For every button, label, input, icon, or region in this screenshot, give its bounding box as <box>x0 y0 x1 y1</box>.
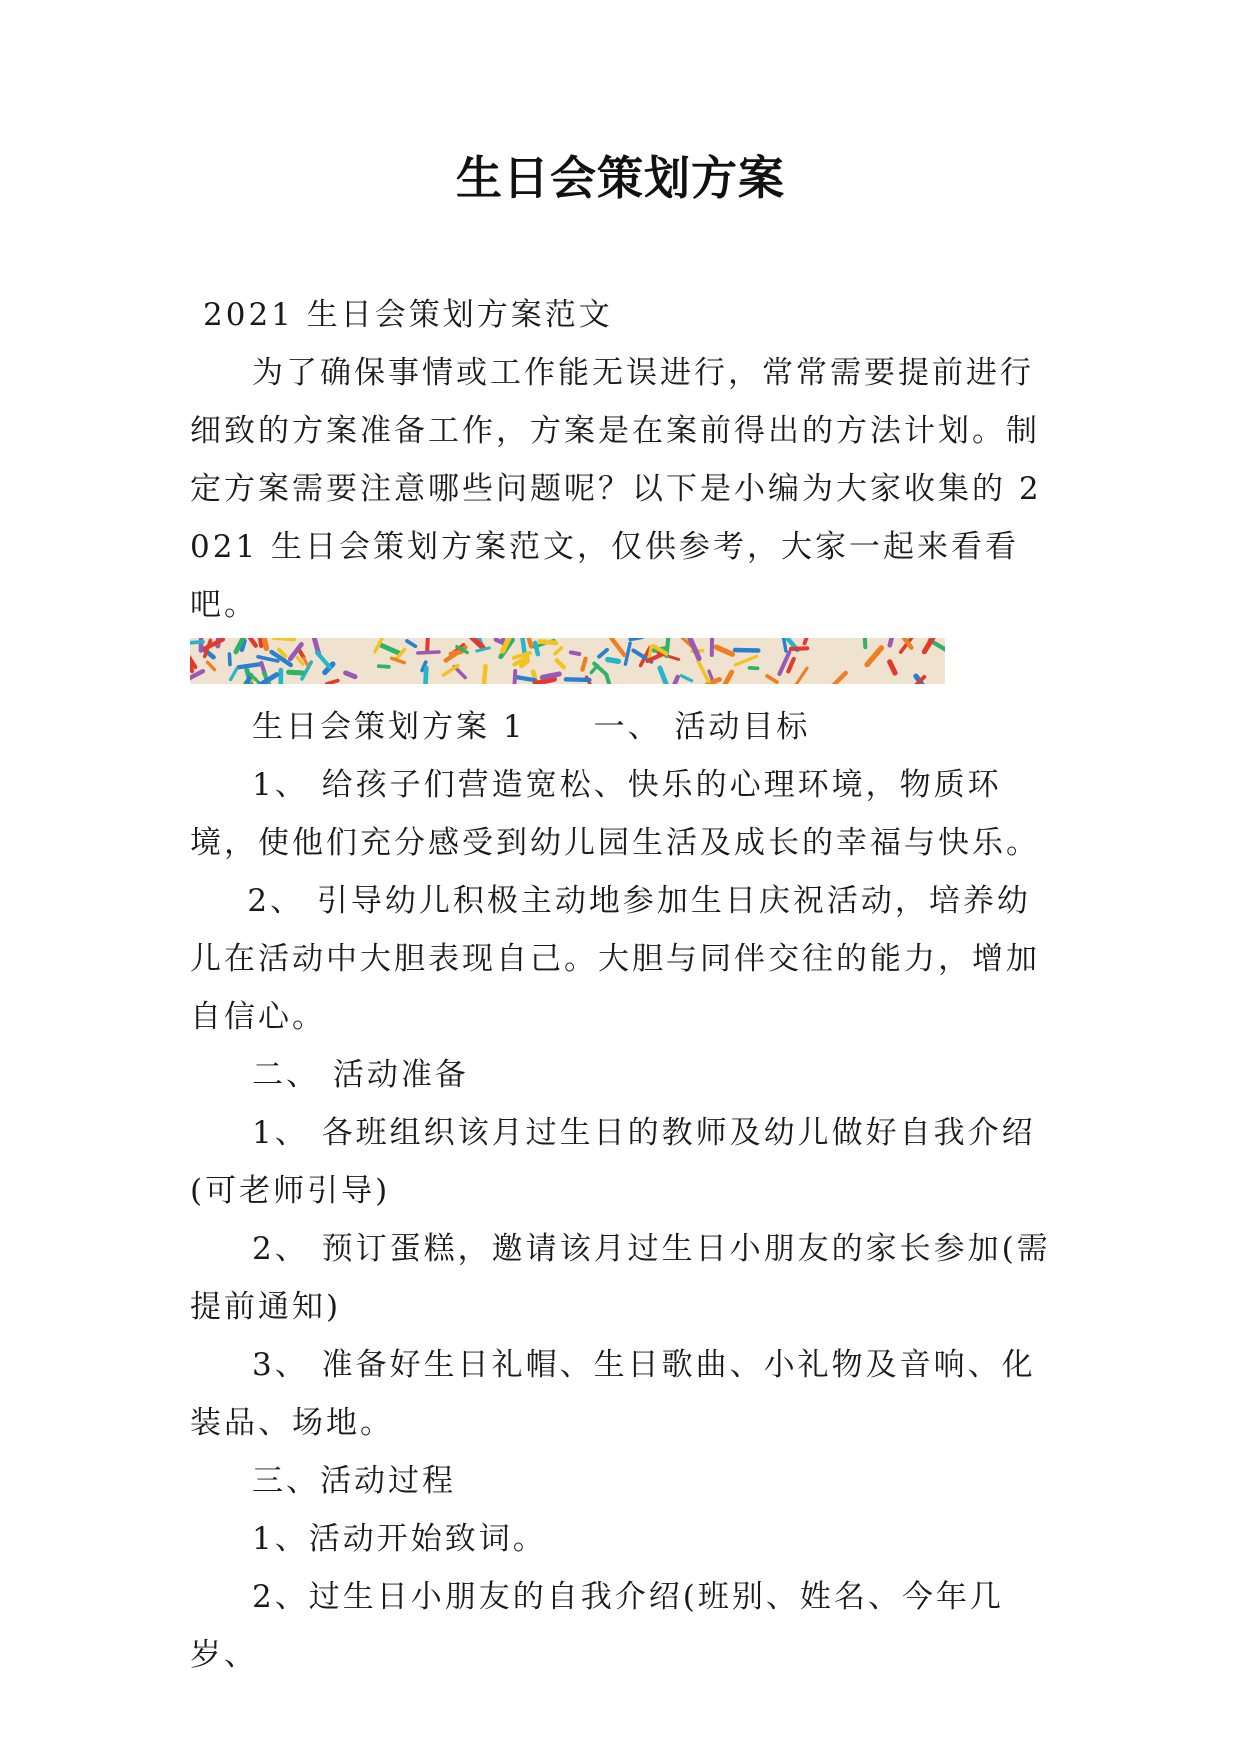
process-heading: 三、活动过程 <box>252 1463 456 1499</box>
sprinkle <box>426 668 427 683</box>
sprinkle <box>557 660 564 667</box>
goal-item-1: 1、 给孩子们营造宽松、快乐的心理环境，物质环境，使他们充分感受到幼儿园生活及成长的幸福与快乐。 <box>190 767 1040 861</box>
document-subtitle: 2021 生日会策划方案范文 <box>203 297 613 333</box>
sprinkle <box>583 659 586 670</box>
sprinkle <box>484 666 486 684</box>
sprinkle <box>231 669 237 680</box>
sprinkle <box>392 658 405 662</box>
sprinkle <box>865 638 866 647</box>
sprinkle <box>689 638 699 658</box>
sprinkle <box>611 638 624 655</box>
sprinkle <box>521 638 524 654</box>
sprinkle <box>660 668 668 684</box>
plan-heading: 生日会策划方案 1 一、 活动目标 <box>252 709 811 745</box>
sprinkle <box>407 641 415 646</box>
sprinkle <box>535 679 554 683</box>
sprinkle <box>229 654 230 665</box>
process-item-1: 1、活动开始致词。 <box>252 1521 547 1557</box>
sprinkle <box>514 671 515 684</box>
sprinkle <box>477 648 490 651</box>
sprinkle <box>327 681 338 684</box>
sprinkle <box>631 638 642 639</box>
sprinkle <box>735 656 757 665</box>
sprinkle <box>566 679 590 680</box>
sprinkle <box>289 672 303 673</box>
sprinkle <box>190 642 203 643</box>
sprinkle <box>674 677 678 684</box>
sprinkle <box>535 643 538 654</box>
sprinkle <box>208 662 215 669</box>
sprinkle <box>317 653 330 668</box>
sprinkle <box>427 638 428 651</box>
sprinkle <box>274 638 295 640</box>
sprinkle <box>735 650 758 651</box>
sprinkle <box>555 648 562 654</box>
sprinkle <box>264 638 267 648</box>
sprinkles-graphic <box>190 638 945 684</box>
sprinkle <box>890 638 892 645</box>
sprinkle <box>805 638 809 643</box>
sprinkle <box>867 648 881 665</box>
sprinkle <box>625 643 630 664</box>
sprinkle <box>258 657 278 661</box>
sprinkle <box>783 638 786 651</box>
sprinkle <box>725 672 732 684</box>
sprinkle <box>767 676 777 682</box>
sprinkle <box>890 662 895 673</box>
prep-item-3: 3、 准备好生日礼帽、生日歌曲、小礼物及音响、化装品、场地。 <box>190 1347 1036 1441</box>
document-title: 生日会策划方案 <box>456 151 785 205</box>
sprinkle <box>716 647 732 654</box>
sprinkle <box>540 642 556 644</box>
sprinkle <box>259 638 261 646</box>
sprinkle <box>698 661 708 681</box>
sprinkle <box>380 645 398 653</box>
sprinkle <box>924 638 934 652</box>
sprinkle <box>379 666 389 667</box>
sprinkle <box>571 652 579 654</box>
sprinkle <box>681 676 691 681</box>
sprinkle <box>542 674 559 677</box>
intro-paragraph: 为了确保事情或工作能无误进行，常常需要提前进行细致的方案准备工作，方案是在案前得出的方法计划。制定方案需要注意哪些问题呢？以下是小编为大家收集的 2021 生日会策划方案范文，仅供参考，大家一起来看看吧。 <box>190 355 1042 623</box>
sprinkle <box>796 668 807 684</box>
goal-item-2: 2、 引导幼儿积极主动地参加生日庆祝活动，培养幼儿在活动中大胆表现自己。大胆与同伴交往的能力，增加自信心。 <box>190 883 1040 1035</box>
sprinkle <box>346 673 355 677</box>
prep-item-2: 2、 预订蛋糕，邀请该月过生日小朋友的家长参加(需提前通知) <box>190 1231 1051 1325</box>
prep-heading: 二、 活动准备 <box>252 1057 469 1093</box>
sprinkle <box>516 677 535 680</box>
sprinkle <box>239 664 260 667</box>
process-item-2: 2、过生日小朋友的自我介绍(班别、姓名、今年几岁、 <box>190 1579 1004 1673</box>
sprinkle <box>599 650 607 657</box>
document-body <box>190 286 1060 1684</box>
sprinkle <box>529 638 531 646</box>
sprinkle <box>791 648 807 649</box>
sprinkle <box>830 673 845 684</box>
sprinkle <box>249 638 255 646</box>
sprinkle <box>608 660 619 662</box>
prep-item-1: 1、 各班组织该月过生日的教师及幼儿做好自我介绍(可老师引导) <box>190 1115 1036 1209</box>
sprinkle <box>418 652 439 653</box>
sprinkle <box>788 659 793 671</box>
sprinkles-banner-image <box>190 638 945 684</box>
